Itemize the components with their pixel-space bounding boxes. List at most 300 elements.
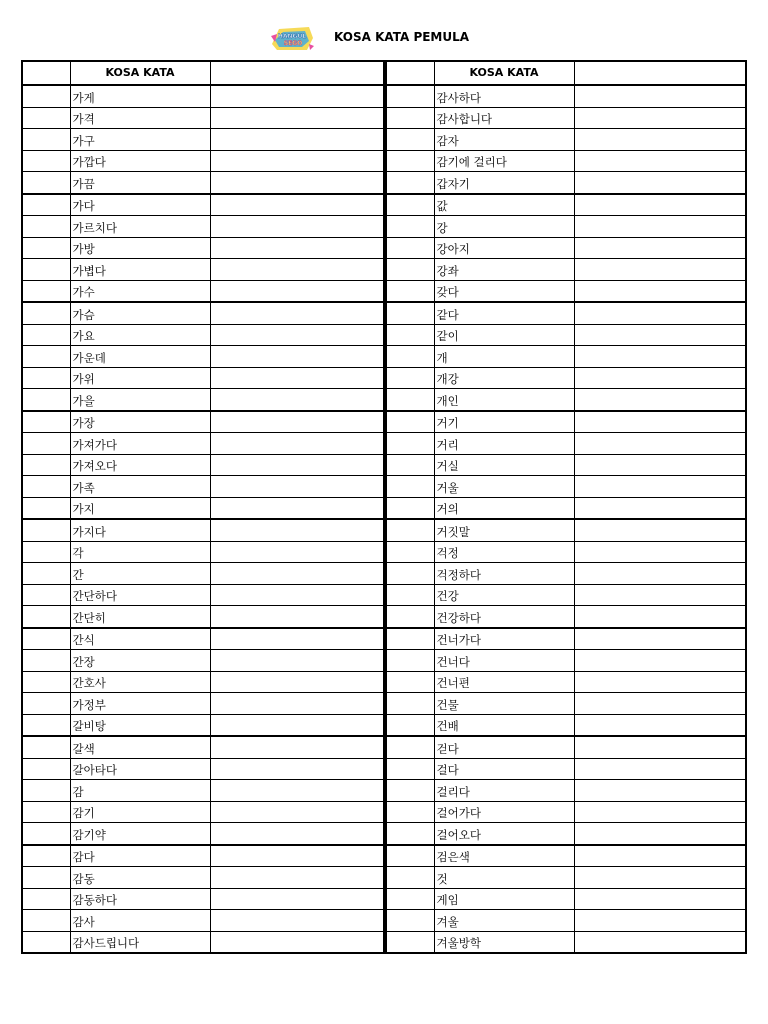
meaning-cell[interactable]	[210, 780, 384, 802]
meaning-cell[interactable]	[574, 584, 746, 606]
word-cell[interactable]: 가다	[70, 194, 210, 216]
word-cell[interactable]: 가볍다	[70, 259, 210, 281]
word-cell[interactable]: 거짓말	[434, 519, 574, 541]
word-cell[interactable]: 검은색	[434, 845, 574, 867]
table-row	[22, 758, 384, 780]
table-row	[386, 107, 746, 129]
number-cell[interactable]	[22, 497, 70, 519]
word-cell[interactable]: 강	[434, 216, 574, 238]
meaning-cell[interactable]	[210, 714, 384, 736]
meaning-cell[interactable]	[210, 389, 384, 411]
meaning-cell[interactable]	[574, 801, 746, 823]
word-cell[interactable]: 간단히	[70, 606, 210, 628]
word-cell[interactable]: 같다	[434, 302, 574, 324]
meaning-cell[interactable]	[210, 563, 384, 585]
word-cell[interactable]: 갈아타다	[70, 758, 210, 780]
number-cell[interactable]	[386, 216, 434, 238]
number-cell[interactable]	[22, 541, 70, 563]
meaning-cell[interactable]	[210, 194, 384, 216]
meaning-cell[interactable]	[574, 497, 746, 519]
word-cell[interactable]: 거실	[434, 454, 574, 476]
word-cell[interactable]: 감	[70, 780, 210, 802]
number-cell[interactable]	[386, 107, 434, 129]
meaning-cell[interactable]	[574, 693, 746, 715]
number-cell[interactable]	[386, 780, 434, 802]
number-cell[interactable]	[386, 433, 434, 455]
number-cell[interactable]	[386, 172, 434, 194]
meaning-cell[interactable]	[574, 129, 746, 151]
meaning-cell[interactable]	[574, 150, 746, 172]
word-cell[interactable]: 감기약	[70, 823, 210, 845]
table-row	[22, 541, 384, 563]
meaning-cell[interactable]	[210, 129, 384, 151]
table-row	[386, 389, 746, 411]
table-row	[22, 411, 384, 433]
word-cell[interactable]: 건너다	[434, 650, 574, 672]
table-row	[22, 650, 384, 672]
svg-text:SEGO: SEGO	[283, 40, 303, 47]
meaning-cell[interactable]	[574, 367, 746, 389]
number-cell[interactable]	[22, 714, 70, 736]
number-cell[interactable]	[22, 910, 70, 932]
number-cell[interactable]	[386, 606, 434, 628]
meaning-column-header	[574, 61, 746, 85]
kosa-kata-column-header: KOSA KATA	[70, 61, 210, 85]
table-header-row	[22, 61, 384, 85]
word-cell[interactable]: 감다	[70, 845, 210, 867]
number-cell[interactable]	[386, 367, 434, 389]
meaning-cell[interactable]	[574, 867, 746, 889]
table-row	[22, 671, 384, 693]
meaning-cell[interactable]	[574, 194, 746, 216]
table-row	[386, 85, 746, 107]
meaning-cell[interactable]	[210, 497, 384, 519]
meaning-cell[interactable]	[210, 476, 384, 498]
hangul-sego-logo	[269, 24, 315, 52]
meaning-cell[interactable]	[210, 259, 384, 281]
number-cell[interactable]	[386, 693, 434, 715]
table-row	[22, 259, 384, 281]
number-cell[interactable]	[22, 259, 70, 281]
meaning-cell[interactable]	[210, 85, 384, 107]
meaning-cell[interactable]	[574, 302, 746, 324]
word-cell[interactable]: 감사합니다	[434, 107, 574, 129]
word-cell[interactable]: 걸리다	[434, 780, 574, 802]
meaning-cell[interactable]	[210, 628, 384, 650]
table-row	[386, 780, 746, 802]
number-cell[interactable]	[22, 237, 70, 259]
number-cell[interactable]	[386, 194, 434, 216]
meaning-cell[interactable]	[574, 519, 746, 541]
number-cell[interactable]	[386, 888, 434, 910]
table-row	[22, 129, 384, 151]
table-row	[22, 280, 384, 302]
meaning-cell[interactable]	[210, 845, 384, 867]
word-cell[interactable]: 갈색	[70, 736, 210, 758]
word-cell[interactable]: 가지	[70, 497, 210, 519]
number-cell[interactable]	[386, 389, 434, 411]
word-cell[interactable]: 갑자기	[434, 172, 574, 194]
meaning-cell[interactable]	[210, 454, 384, 476]
number-cell[interactable]	[22, 129, 70, 151]
number-cell[interactable]	[22, 758, 70, 780]
word-cell[interactable]: 걱정	[434, 541, 574, 563]
table-row	[386, 237, 746, 259]
table-row	[386, 693, 746, 715]
number-cell[interactable]	[22, 346, 70, 368]
table-row	[22, 476, 384, 498]
table-row	[22, 714, 384, 736]
table-row	[22, 931, 384, 953]
word-cell[interactable]: 건너편	[434, 671, 574, 693]
vocabulary-table-right	[385, 60, 747, 954]
number-cell[interactable]	[22, 216, 70, 238]
table-row	[386, 454, 746, 476]
number-cell[interactable]	[22, 823, 70, 845]
meaning-cell[interactable]	[574, 237, 746, 259]
number-cell[interactable]	[386, 736, 434, 758]
meaning-cell[interactable]	[210, 107, 384, 129]
svg-text:HANGUL: HANGUL	[277, 33, 307, 40]
meaning-cell[interactable]	[574, 910, 746, 932]
word-cell[interactable]: 게임	[434, 888, 574, 910]
meaning-cell[interactable]	[574, 280, 746, 302]
number-cell[interactable]	[386, 259, 434, 281]
meaning-cell[interactable]	[574, 346, 746, 368]
number-cell[interactable]	[22, 194, 70, 216]
word-cell[interactable]: 건강하다	[434, 606, 574, 628]
meaning-cell[interactable]	[574, 888, 746, 910]
number-cell[interactable]	[22, 606, 70, 628]
meaning-cell[interactable]	[574, 324, 746, 346]
word-cell[interactable]: 거기	[434, 411, 574, 433]
number-cell[interactable]	[22, 389, 70, 411]
word-cell[interactable]: 갖다	[434, 280, 574, 302]
vocabulary-sheet	[21, 60, 747, 950]
page-title: KOSA KATA PEMULA	[334, 30, 470, 44]
word-cell[interactable]: 건물	[434, 693, 574, 715]
table-row	[22, 194, 384, 216]
word-cell[interactable]: 건배	[434, 714, 574, 736]
word-cell[interactable]: 걱정하다	[434, 563, 574, 585]
table-row	[22, 563, 384, 585]
number-cell[interactable]	[386, 237, 434, 259]
word-cell[interactable]: 감사	[70, 910, 210, 932]
number-cell[interactable]	[386, 476, 434, 498]
meaning-cell[interactable]	[574, 628, 746, 650]
table-row	[22, 736, 384, 758]
table-row	[22, 324, 384, 346]
number-cell[interactable]	[386, 129, 434, 151]
number-cell[interactable]	[22, 931, 70, 953]
word-cell[interactable]: 가정부	[70, 693, 210, 715]
table-row	[386, 650, 746, 672]
word-cell[interactable]: 가요	[70, 324, 210, 346]
word-cell[interactable]: 감기에 걸리다	[434, 150, 574, 172]
number-cell[interactable]	[22, 107, 70, 129]
meaning-cell[interactable]	[574, 107, 746, 129]
meaning-cell[interactable]	[210, 931, 384, 953]
page-header	[0, 24, 768, 54]
table-row	[22, 389, 384, 411]
table-row	[22, 693, 384, 715]
number-cell[interactable]	[22, 519, 70, 541]
meaning-cell[interactable]	[210, 888, 384, 910]
word-cell[interactable]: 가족	[70, 476, 210, 498]
word-cell[interactable]: 감기	[70, 801, 210, 823]
meaning-cell[interactable]	[210, 693, 384, 715]
number-cell[interactable]	[22, 172, 70, 194]
word-cell[interactable]: 가운데	[70, 346, 210, 368]
meaning-cell[interactable]	[574, 259, 746, 281]
table-row	[22, 85, 384, 107]
word-cell[interactable]: 강좌	[434, 259, 574, 281]
table-row	[22, 584, 384, 606]
table-row	[386, 888, 746, 910]
meaning-cell[interactable]	[574, 541, 746, 563]
number-cell[interactable]	[386, 150, 434, 172]
meaning-cell[interactable]	[210, 736, 384, 758]
word-cell[interactable]: 감동하다	[70, 888, 210, 910]
word-cell[interactable]: 각	[70, 541, 210, 563]
number-cell[interactable]	[386, 714, 434, 736]
meaning-cell[interactable]	[574, 780, 746, 802]
number-cell[interactable]	[386, 628, 434, 650]
meaning-cell[interactable]	[210, 216, 384, 238]
word-cell[interactable]: 가구	[70, 129, 210, 151]
number-cell[interactable]	[22, 671, 70, 693]
word-cell[interactable]: 걸다	[434, 758, 574, 780]
meaning-cell[interactable]	[210, 367, 384, 389]
word-cell[interactable]: 가슴	[70, 302, 210, 324]
meaning-cell[interactable]	[210, 606, 384, 628]
word-cell[interactable]: 것	[434, 867, 574, 889]
meaning-cell[interactable]	[574, 758, 746, 780]
table-row	[22, 519, 384, 541]
meaning-cell[interactable]	[210, 758, 384, 780]
word-cell[interactable]: 걸어가다	[434, 801, 574, 823]
meaning-cell[interactable]	[210, 411, 384, 433]
table-row	[386, 497, 746, 519]
meaning-cell[interactable]	[574, 606, 746, 628]
number-cell[interactable]	[22, 433, 70, 455]
number-cell[interactable]	[22, 454, 70, 476]
meaning-cell[interactable]	[210, 823, 384, 845]
word-cell[interactable]: 거의	[434, 497, 574, 519]
word-cell[interactable]: 가깝다	[70, 150, 210, 172]
word-cell[interactable]: 건강	[434, 584, 574, 606]
meaning-cell[interactable]	[574, 216, 746, 238]
word-cell[interactable]: 간호사	[70, 671, 210, 693]
word-cell[interactable]: 건너가다	[434, 628, 574, 650]
meaning-cell[interactable]	[210, 433, 384, 455]
table-row	[22, 367, 384, 389]
word-cell[interactable]: 가져오다	[70, 454, 210, 476]
meaning-cell[interactable]	[574, 476, 746, 498]
table-header-row	[386, 61, 746, 85]
table-row	[22, 107, 384, 129]
number-cell[interactable]	[386, 671, 434, 693]
meaning-cell[interactable]	[210, 541, 384, 563]
word-cell[interactable]: 가격	[70, 107, 210, 129]
number-cell[interactable]	[22, 324, 70, 346]
number-cell[interactable]	[386, 563, 434, 585]
meaning-cell[interactable]	[574, 563, 746, 585]
word-cell[interactable]: 감사하다	[434, 85, 574, 107]
meaning-cell[interactable]	[574, 433, 746, 455]
word-cell[interactable]: 걸어오다	[434, 823, 574, 845]
number-cell[interactable]	[22, 302, 70, 324]
word-cell[interactable]: 간장	[70, 650, 210, 672]
meaning-cell[interactable]	[210, 237, 384, 259]
word-cell[interactable]: 가게	[70, 85, 210, 107]
number-cell[interactable]	[22, 780, 70, 802]
number-cell[interactable]	[22, 476, 70, 498]
number-cell[interactable]	[386, 497, 434, 519]
table-row	[22, 433, 384, 455]
number-cell[interactable]	[22, 801, 70, 823]
table-row	[386, 867, 746, 889]
word-cell[interactable]: 가르치다	[70, 216, 210, 238]
table-row	[22, 801, 384, 823]
number-cell[interactable]	[386, 845, 434, 867]
number-cell[interactable]	[386, 302, 434, 324]
number-cell[interactable]	[22, 411, 70, 433]
number-cell[interactable]	[386, 411, 434, 433]
meaning-cell[interactable]	[210, 650, 384, 672]
number-cell[interactable]	[22, 280, 70, 302]
word-cell[interactable]: 가끔	[70, 172, 210, 194]
word-cell[interactable]: 거울	[434, 476, 574, 498]
word-cell[interactable]: 간단하다	[70, 584, 210, 606]
table-row	[22, 497, 384, 519]
meaning-cell[interactable]	[574, 411, 746, 433]
meaning-cell[interactable]	[574, 85, 746, 107]
word-cell[interactable]: 겨울	[434, 910, 574, 932]
word-cell[interactable]: 감자	[434, 129, 574, 151]
meaning-cell[interactable]	[210, 324, 384, 346]
meaning-cell[interactable]	[210, 150, 384, 172]
number-cell[interactable]	[386, 931, 434, 953]
meaning-cell[interactable]	[210, 910, 384, 932]
number-cell[interactable]	[386, 346, 434, 368]
table-row	[386, 150, 746, 172]
number-cell[interactable]	[386, 758, 434, 780]
word-cell[interactable]: 가수	[70, 280, 210, 302]
word-cell[interactable]: 감사드립니다	[70, 931, 210, 953]
meaning-cell[interactable]	[574, 389, 746, 411]
word-cell[interactable]: 가장	[70, 411, 210, 433]
word-cell[interactable]: 가방	[70, 237, 210, 259]
table-row	[22, 346, 384, 368]
table-row	[22, 216, 384, 238]
word-cell[interactable]: 가져가다	[70, 433, 210, 455]
word-cell[interactable]: 겨울방학	[434, 931, 574, 953]
table-row	[386, 541, 746, 563]
number-cell[interactable]	[22, 628, 70, 650]
meaning-cell[interactable]	[210, 346, 384, 368]
number-cell[interactable]	[22, 150, 70, 172]
word-cell[interactable]: 감동	[70, 867, 210, 889]
word-cell[interactable]: 가위	[70, 367, 210, 389]
meaning-cell[interactable]	[210, 671, 384, 693]
table-row	[386, 129, 746, 151]
number-cell[interactable]	[386, 541, 434, 563]
word-cell[interactable]: 갈비탕	[70, 714, 210, 736]
table-row	[22, 888, 384, 910]
number-cell[interactable]	[22, 736, 70, 758]
number-cell[interactable]	[22, 584, 70, 606]
word-cell[interactable]: 걷다	[434, 736, 574, 758]
word-cell[interactable]: 개	[434, 346, 574, 368]
meaning-cell[interactable]	[574, 845, 746, 867]
number-cell[interactable]	[22, 845, 70, 867]
number-cell[interactable]	[386, 584, 434, 606]
meaning-cell[interactable]	[574, 172, 746, 194]
word-cell[interactable]: 가을	[70, 389, 210, 411]
meaning-cell[interactable]	[210, 867, 384, 889]
meaning-cell[interactable]	[210, 172, 384, 194]
number-cell[interactable]	[386, 910, 434, 932]
number-cell[interactable]	[386, 454, 434, 476]
number-cell[interactable]	[386, 801, 434, 823]
meaning-cell[interactable]	[574, 931, 746, 953]
word-cell[interactable]: 간식	[70, 628, 210, 650]
meaning-cell[interactable]	[574, 736, 746, 758]
number-cell[interactable]	[386, 650, 434, 672]
word-cell[interactable]: 개인	[434, 389, 574, 411]
number-cell[interactable]	[22, 650, 70, 672]
meaning-cell[interactable]	[210, 801, 384, 823]
meaning-cell[interactable]	[574, 823, 746, 845]
number-cell[interactable]	[386, 324, 434, 346]
meaning-column-header	[210, 61, 384, 85]
number-cell[interactable]	[22, 693, 70, 715]
word-cell[interactable]: 값	[434, 194, 574, 216]
meaning-cell[interactable]	[210, 584, 384, 606]
table-row	[386, 259, 746, 281]
table-row	[386, 606, 746, 628]
meaning-cell[interactable]	[574, 714, 746, 736]
word-cell[interactable]: 가지다	[70, 519, 210, 541]
number-cell[interactable]	[22, 888, 70, 910]
meaning-cell[interactable]	[210, 280, 384, 302]
number-cell[interactable]	[386, 823, 434, 845]
meaning-cell[interactable]	[574, 671, 746, 693]
number-cell[interactable]	[386, 519, 434, 541]
meaning-cell[interactable]	[574, 650, 746, 672]
number-cell[interactable]	[386, 867, 434, 889]
table-row	[22, 172, 384, 194]
meaning-cell[interactable]	[210, 519, 384, 541]
word-cell[interactable]: 거리	[434, 433, 574, 455]
word-cell[interactable]: 같이	[434, 324, 574, 346]
meaning-cell[interactable]	[210, 302, 384, 324]
number-cell[interactable]	[386, 280, 434, 302]
number-cell[interactable]	[22, 367, 70, 389]
number-cell[interactable]	[22, 563, 70, 585]
number-cell[interactable]	[386, 85, 434, 107]
word-cell[interactable]: 개강	[434, 367, 574, 389]
table-row	[386, 172, 746, 194]
table-row	[386, 563, 746, 585]
meaning-cell[interactable]	[574, 454, 746, 476]
number-cell[interactable]	[22, 867, 70, 889]
word-cell[interactable]: 간	[70, 563, 210, 585]
word-cell[interactable]: 강아지	[434, 237, 574, 259]
kosa-kata-column-header: KOSA KATA	[434, 61, 574, 85]
number-cell[interactable]	[22, 85, 70, 107]
